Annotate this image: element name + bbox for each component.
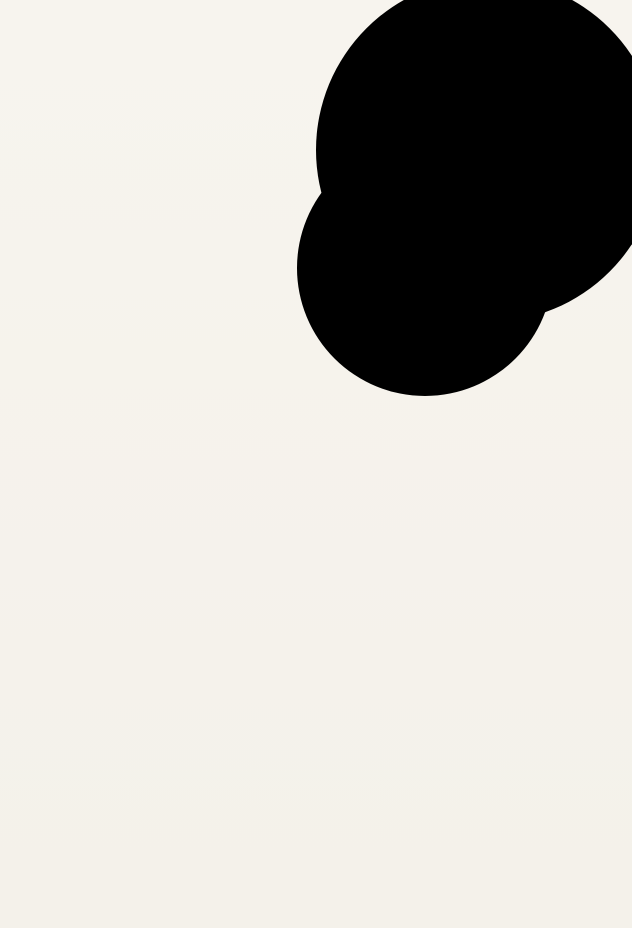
body-text [44,178,594,192]
